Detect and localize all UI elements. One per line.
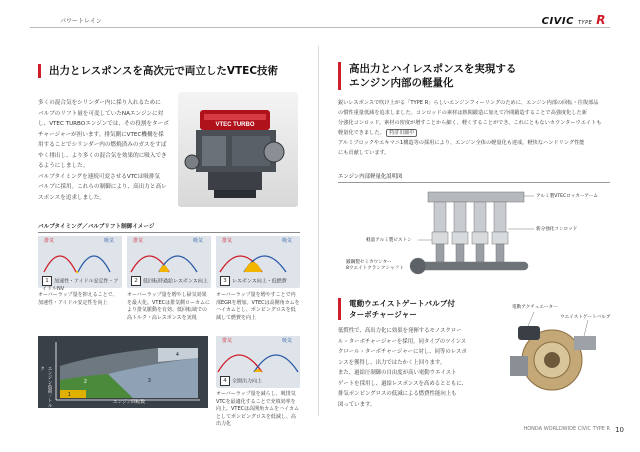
engine-internals-diagram (338, 184, 610, 282)
valve-section-label (38, 222, 300, 233)
left-title-text: 出力とレスポンスを高次元で両立したVTEC技術 (49, 65, 279, 77)
valve-card-4 (216, 336, 300, 388)
intake-tag: 吸気 (282, 238, 293, 244)
right-body-line: にも貢献しています。 (338, 150, 390, 156)
left-body-line: 多くの混合気をシリンダー内に採り入れるために (38, 100, 161, 106)
turbo-body-line: 排気ポンピングロスの低減による燃費性能向上も (338, 391, 457, 397)
left-body-line: バルブに採用。これらの制御により、高出力と高レ (38, 184, 167, 190)
turbo-body-line: ンスを獲得し、出力ではたかく上回ります。 (338, 359, 446, 366)
left-body-line: スポンスを追求しました。 (38, 194, 105, 201)
diagram-label-text: エンジン内部軽量化説明図 (338, 174, 403, 180)
valve-cards-row (38, 236, 300, 331)
card-number: 4 (220, 376, 230, 386)
map-region-3: 3 (148, 378, 151, 384)
vtec-engine-photo (178, 92, 298, 207)
left-body-line: バルブのリフト量を可変していたNAエンジンに対 (38, 110, 164, 117)
valve-card-4-caption: オーバーラップ量を減らし、吸排気VTCを最適化することで充填効率を向上。VTECは高開角カムをハイカムとしてポンピングロスを低減し、高出力化 (216, 391, 299, 427)
piston-label: 軽量アルミ製ピストン (366, 238, 412, 243)
turbo-body-line: ゲートを採用し、過給レスポンスを高めるとともに、 (338, 380, 468, 387)
brand-civic: CIVIC (541, 16, 574, 27)
valve-card-3 (216, 236, 300, 288)
right-title-line: エンジン内部の軽量化 (349, 77, 454, 89)
valve-card-title: 加速性・アイドル安定性・アイドルNV (42, 278, 119, 292)
left-body-line: 用することでシリンダー内の燃焼済みのガスをすば (38, 142, 167, 148)
left-body (38, 98, 178, 203)
section-label: パワートレイン (60, 18, 102, 25)
column-divider (318, 46, 319, 416)
operating-map (38, 336, 208, 408)
left-title (38, 64, 304, 78)
rocker-arm-label: アルミ製VTECロッカーアーム (536, 194, 598, 199)
map-xlabel: エンジン回転数 (113, 400, 145, 405)
valve-card-4-label (220, 376, 300, 386)
map-region-4: 4 (176, 352, 179, 358)
turbo-body-line: また、過給圧制御の自由度が高い電動ウエイスト (338, 370, 457, 376)
intake-tag: 吸気 (104, 238, 115, 244)
intake-tag: 吸気 (193, 238, 204, 244)
patent-tag: 特許出願中 (386, 129, 417, 137)
brand-r: R (596, 13, 606, 27)
turbo-photo (488, 300, 610, 408)
left-body-line: やく排出し、より多くの混合気を効果的に吸入でき (38, 152, 167, 159)
turbo-title-line: 電動ウエイストゲートバルブ付 (349, 299, 455, 308)
valve-card-3-label (220, 276, 300, 286)
left-body-line: チャージャーが担います。排気側にVTEC機構を採 (38, 131, 164, 138)
operating-map-graphic (38, 336, 208, 408)
page-number: 10 (615, 426, 624, 434)
turbo-body-line: ル・ターボチャージャーを採用。同タイプのツインス (338, 338, 467, 345)
card-number: 1 (42, 276, 52, 286)
valve-card-title: 低回転時過給レスポンス向上 (143, 278, 208, 285)
map-region-1: 1 (68, 392, 71, 398)
turbo-body-line: 低慣性で、高出力化に効果を発揮するモノスクロー (338, 328, 462, 334)
exhaust-tag: 排気 (133, 238, 144, 244)
valve-section-label-text: バルブタイミング／バルブリフト制御イメージ (38, 224, 155, 230)
turbo-body-line: クロール・ターボチャージャーに対し、同等のレスポ (338, 349, 467, 355)
right-body-line: の慣性重量低減を追求しました。コンロッドの素材は熱間鍛造に加えて冷間鍛造することで高強度化した新 (338, 110, 587, 116)
valve-card-title: レスポンス向上・低燃費 (232, 278, 287, 285)
right-body (338, 98, 610, 158)
valve-card-1-caption: オーバーラップ量を抑えることで、加速性・アイドル安定性を向上 (38, 292, 118, 306)
diagram-label (338, 172, 610, 183)
intake-tag: 吸気 (282, 338, 293, 344)
right-body-line: 分強化コンロッド。素材の密度が増すことから細く、軽くすることができ、これにともないカウンターウエイトも (338, 120, 602, 126)
crankshaft-label: 鍛鋼製セミカウンター 8ウエイトクランクシャフト (346, 260, 404, 271)
map-region-2: 2 (84, 379, 87, 385)
valve-card-2-label (131, 276, 211, 286)
conrod-label: 新分強化コンロッド (536, 227, 578, 232)
valve-card-title: 全開出力向上 (232, 378, 263, 385)
turbo-title-line: ターボチャージャー (349, 310, 417, 319)
brand-type: TYPE (577, 20, 593, 26)
right-body-line: 軽量化できました。 特許出願中 (338, 128, 610, 138)
map-ylabel: エンジン負荷・トルク (39, 366, 52, 408)
exhaust-tag: 排気 (222, 338, 233, 344)
right-body-line: アルミブロックやエキマニ1構造等の採用により、エンジン全体の軽量化も達成。軽快なハンドリング性能 (338, 140, 585, 146)
turbo-title (338, 298, 489, 320)
header-divider (30, 27, 610, 28)
svg-text:VTEC TURBO: VTEC TURBO (215, 122, 255, 128)
valve-card-1-label (42, 276, 122, 294)
right-title-line: 高出力とハイレスポンスを実現する (349, 63, 517, 75)
card-number: 2 (131, 276, 141, 286)
right-body-line: 鋭いレスポンスで吹け上がる「TYPE R」らしいエンジンフィーリングのために、エンジン内部の回転・往復部品 (338, 100, 599, 106)
engine-illustration (178, 92, 298, 207)
turbo-body-line: 図っています。 (338, 401, 376, 408)
footer-text: HONDA WORLDWIDE CIVIC TYPE R (523, 426, 610, 432)
actuator-label: 電動アクチュエーター (512, 305, 558, 310)
wastegate-label: ウエイストゲートバルブ (560, 315, 611, 320)
left-body-line: バルブタイミングを連続可変させるVTCは吸排気 (38, 173, 161, 180)
exhaust-tag: 排気 (222, 238, 233, 244)
brand-logo (542, 13, 606, 27)
card-number: 3 (220, 276, 230, 286)
valve-card-3-caption: オーバーラップ量を増やすことで内部EGRを増加。VTECは高開角カムをハイカムとし、ポンピングロスを低減して燃費を向上 (216, 292, 300, 321)
left-body-line: し、VTEC TURBOエンジンでは、その役割をターボ (38, 121, 169, 127)
valve-card-2-caption: オーバーラップ量を増やし掃気効果を最大化。VTECは排気側ローカムにより排気脈動を有効、低回転域での高トルク・高レスポンスを実現 (127, 292, 211, 321)
valve-card-1 (38, 236, 122, 292)
turbo-body (338, 326, 468, 410)
right-title (338, 62, 619, 90)
valve-card-2 (127, 236, 211, 288)
exhaust-tag: 排気 (44, 238, 55, 244)
left-body-line: るようにしました。 (38, 163, 89, 169)
